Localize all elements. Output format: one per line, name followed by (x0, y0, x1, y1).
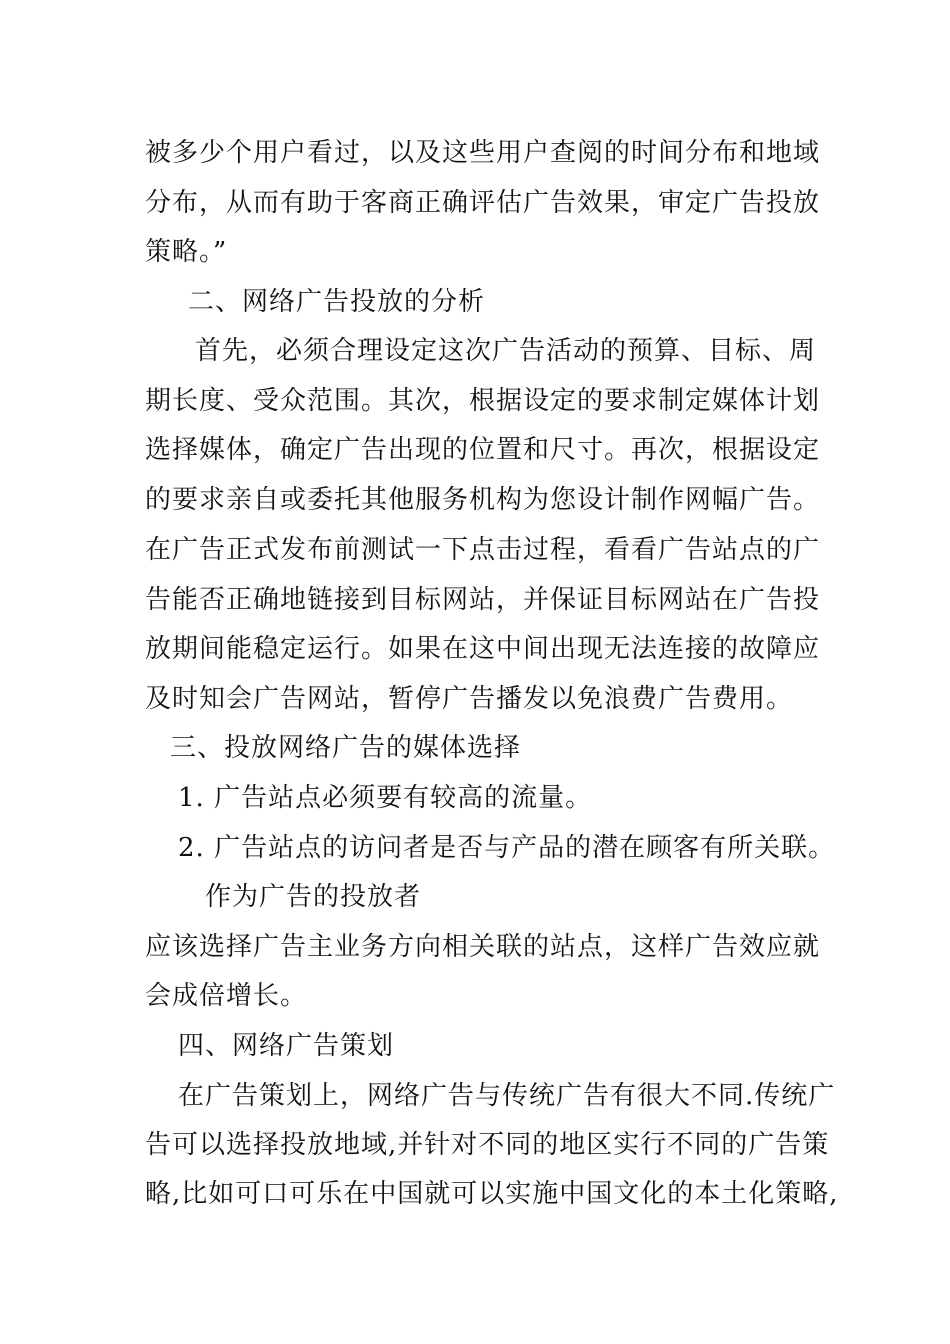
body-text-line: 首先，必须合理设定这次广告活动的预算、目标、周 (195, 336, 817, 366)
section-heading-2: 二、网络广告投放的分析 (188, 287, 486, 317)
body-text-line: 期长度、受众范围。其次，根据设定的要求制定媒体计划 (145, 386, 821, 416)
body-text-line: 在广告策划上，网络广告与传统广告有很大不同.传统广 (178, 1081, 836, 1111)
list-item-2: 2. 广告站点的访问者是否与产品的潜在顾客有所关联。 (178, 833, 836, 863)
body-text-line: 告可以选择投放地域,并针对不同的地区实行不同的广告策 (145, 1130, 830, 1160)
body-text-line: 策略。” (145, 237, 228, 267)
body-text-line: 告能否正确地链接到目标网站，并保证目标网站在广告投 (145, 585, 821, 615)
section-heading-4: 四、网络广告策划 (178, 1031, 395, 1061)
body-text-line: 略,比如可口可乐在中国就可以实施中国文化的本土化策略, (145, 1179, 839, 1209)
body-text-line: 作为广告的投放者 (205, 882, 422, 912)
body-text-line: 应该选择广告主业务方向相关联的站点，这样广告效应就 (145, 932, 821, 962)
body-text-line: 放期间能稳定运行。如果在这中间出现无法连接的故障应 (145, 634, 821, 664)
body-text-line: 被多少个用户看过，以及这些用户查阅的时间分布和地域 (145, 138, 821, 168)
body-text-line: 的要求亲自或委托其他服务机构为您设计制作网幅广告。 (145, 485, 821, 515)
body-text-line: 选择媒体，确定广告出现的位置和尺寸。再次，根据设定 (145, 435, 821, 465)
list-item-1: 1. 广告站点必须要有较高的流量。 (178, 783, 593, 813)
body-text-line: 及时知会广告网站，暂停广告播发以免浪费广告费用。 (145, 684, 794, 714)
body-text-line: 在广告正式发布前测试一下点击过程，看看广告站点的广 (145, 535, 821, 565)
body-text-line: 会成倍增长。 (145, 981, 308, 1011)
section-heading-3: 三、投放网络广告的媒体选择 (170, 733, 522, 763)
body-text-line: 分布，从而有助于客商正确评估广告效果，审定广告投放 (145, 188, 821, 218)
